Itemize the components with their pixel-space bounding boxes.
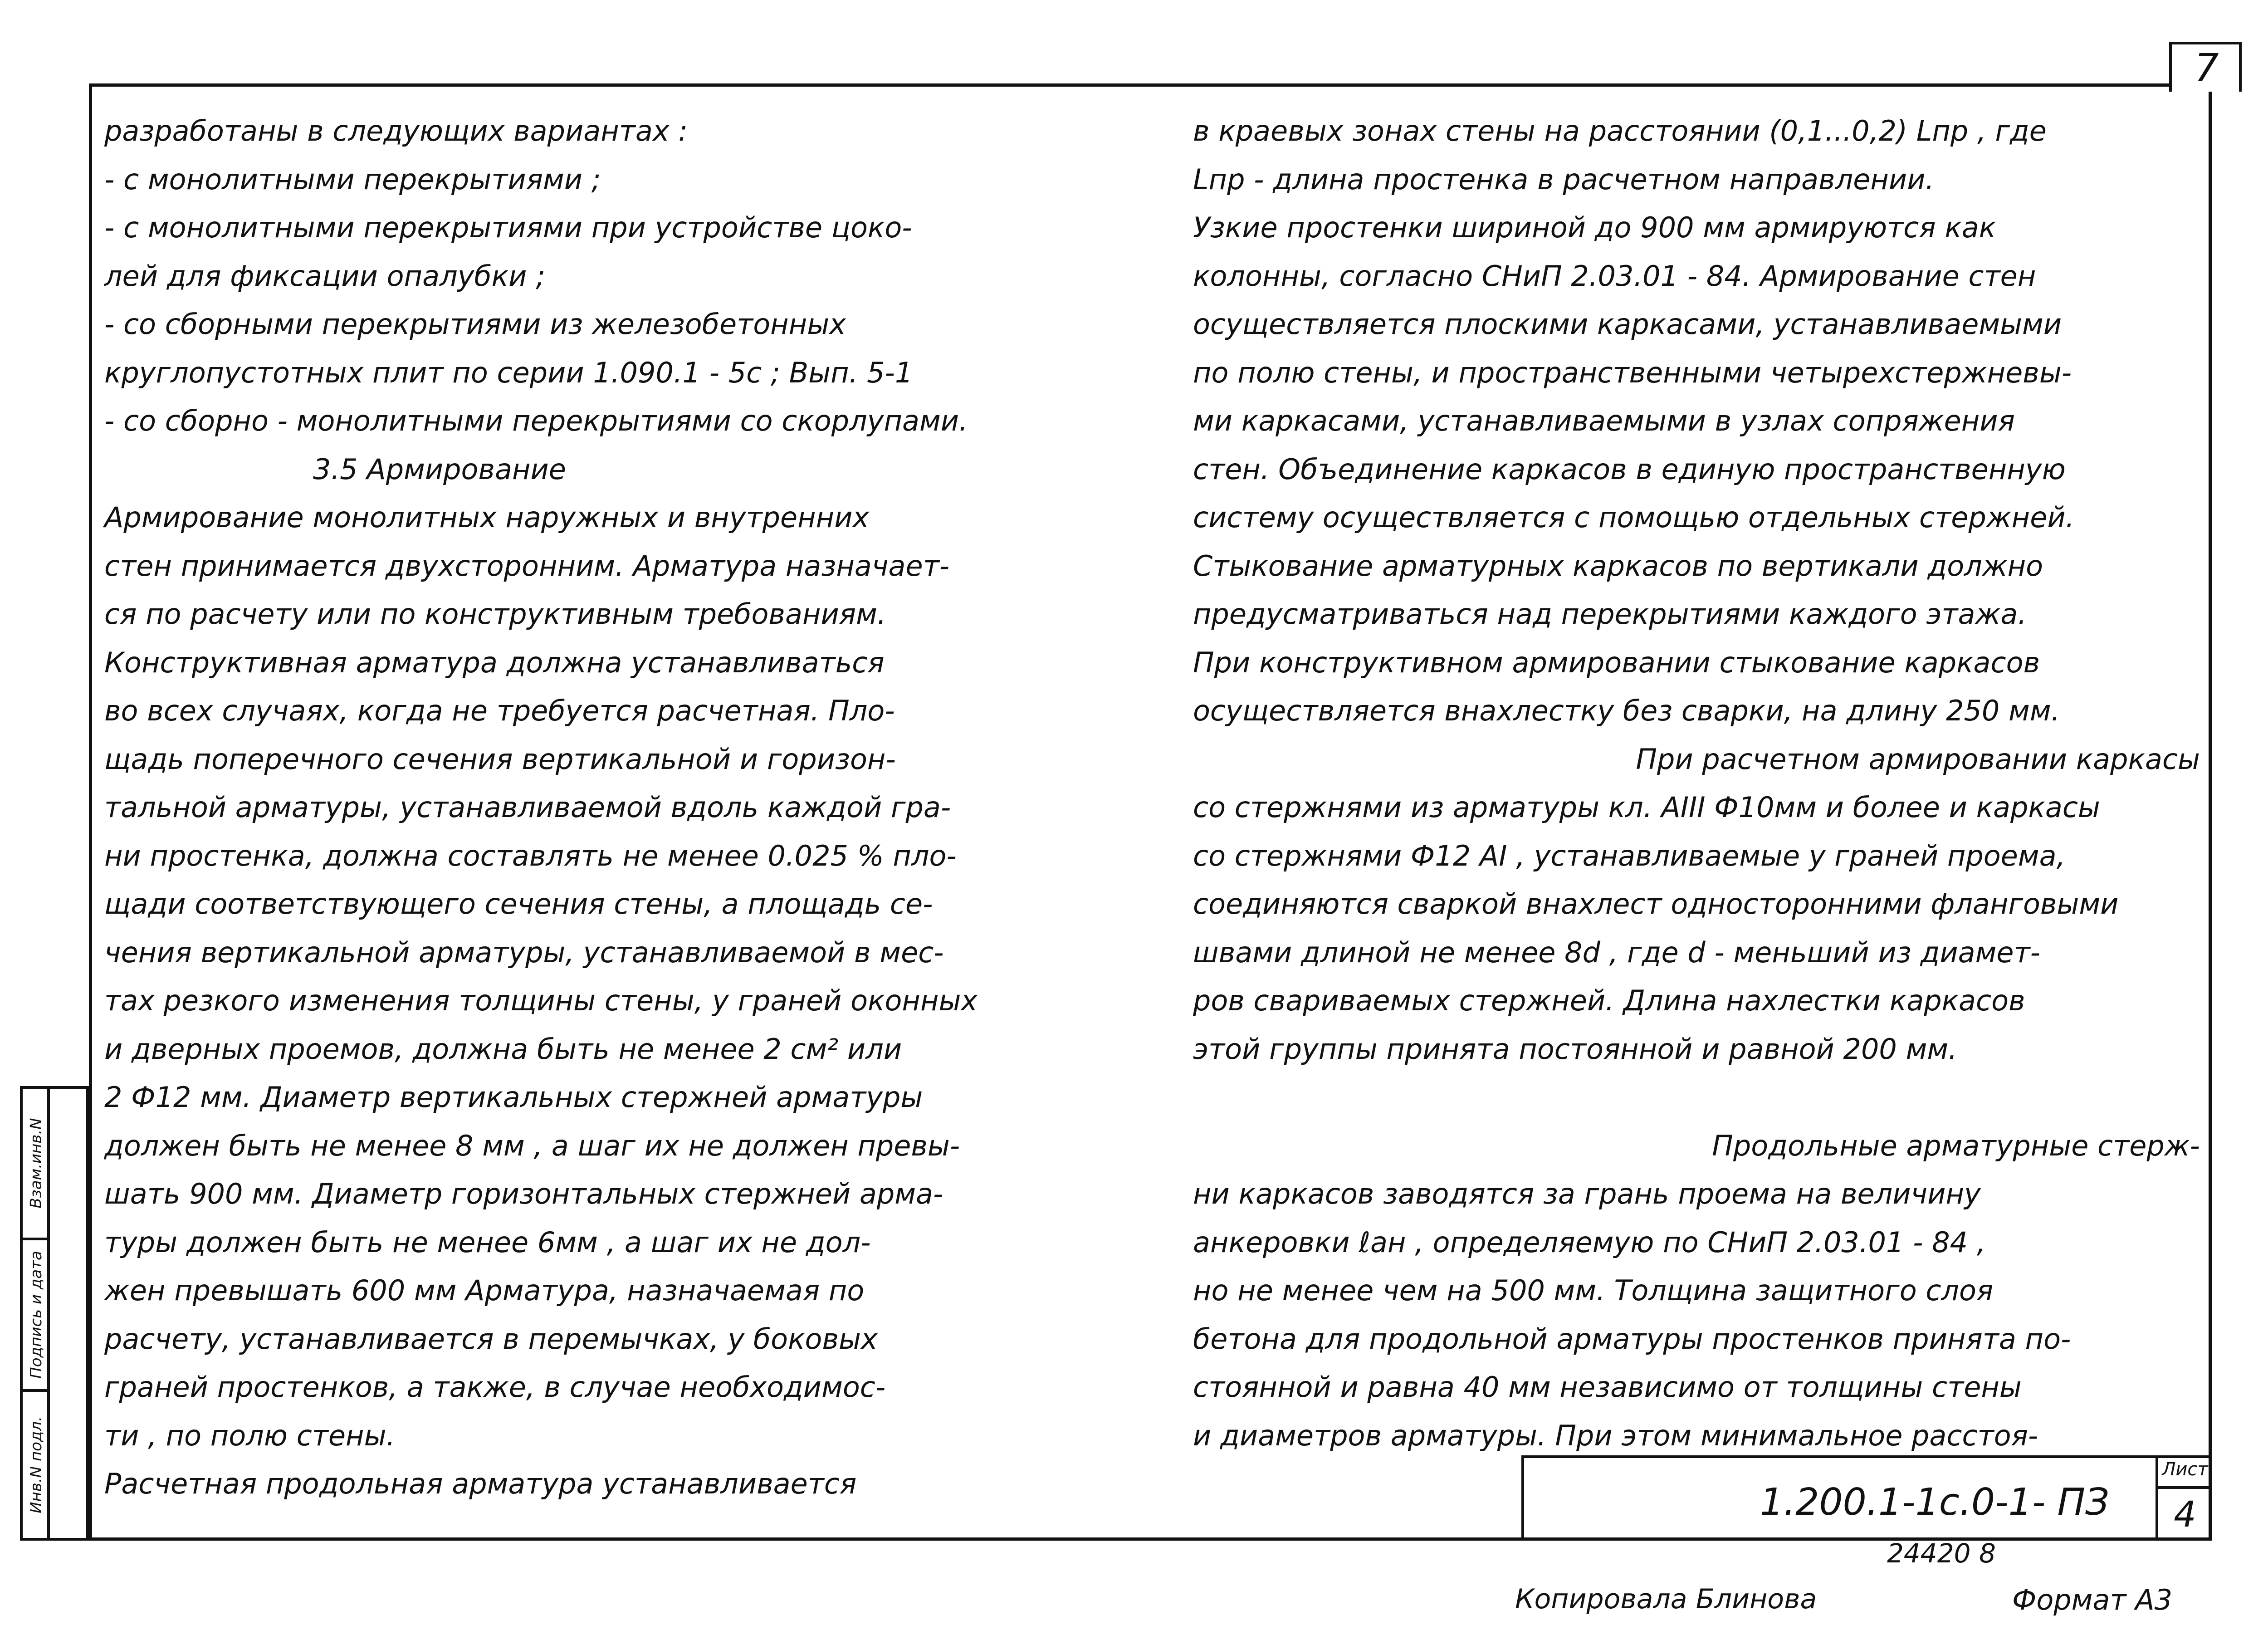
right-column [1193, 107, 2200, 1460]
inventory-number: 24420 8 [1887, 1538, 1996, 1569]
text-line: щади соответствующего сечения стены, а площадь се- [104, 887, 933, 920]
text-line: Армирование монолитных наружных и внутренних [104, 501, 870, 534]
sidebar-label: Подпись и дата [27, 1251, 46, 1379]
page-number-box [2169, 42, 2242, 92]
left-column [104, 107, 1093, 1508]
sheet-number: 4 [2174, 1494, 2196, 1535]
text-line: соединяются сваркой внахлест односторонними фланговыми [1193, 887, 2119, 920]
sheet-label: Лист [2158, 1459, 2212, 1489]
text-line: Стыкование арматурных каркасов по вертикали должно [1193, 549, 2043, 583]
page-number: 7 [2195, 45, 2219, 90]
sidebar-cell-inventory [23, 1392, 50, 1538]
text-line: стен принимается двухсторонним. Арматура назначает- [104, 549, 950, 583]
text-line: 2 Ф12 мм. Диаметр вертикальных стержней арматуры [104, 1081, 923, 1114]
text-line: разработаны в следующих вариантах : [104, 114, 688, 147]
paragraph-gap [1193, 1073, 2200, 1122]
text-line: анкеровки ℓан , определяемую по СНиП 2.03.01 - 84 , [1193, 1225, 1986, 1259]
paragraph-start: При расчетном армировании каркасы [1636, 742, 2200, 776]
text-line: по полю стены, и пространственными четырехстержневы- [1193, 356, 2072, 389]
title-block [1521, 1455, 2212, 1541]
text-line: швами длиной не менее 8d , где d - меньший из диамет- [1193, 935, 2041, 969]
text-line: щадь поперечного сечения вертикальной и горизон- [104, 742, 896, 776]
text-line: и диаметров арматуры. При этом минимальное расстоя- [1193, 1419, 2038, 1452]
text-line: - с монолитными перекрытиями ; [104, 162, 601, 196]
text-line: Lпр - длина простенка в расчетном направлении. [1193, 162, 1935, 196]
approval-sidebar [20, 1086, 89, 1541]
text-line: ров свариваемых стержней. Длина нахлестки каркасов [1193, 984, 2025, 1017]
text-line: стен. Объединение каркасов в единую пространственную [1193, 452, 2066, 486]
text-line: бетона для продольной арматуры простенков принята по- [1193, 1322, 2071, 1356]
sidebar-label: Взам.инв.N [27, 1118, 45, 1209]
sidebar-cell-signature [23, 1240, 50, 1392]
text-line: осуществляется внахлестку без сварки, на длину 250 мм. [1193, 694, 2060, 727]
text-line: - со сборно - монолитными перекрытиями со скорлупами. [104, 404, 968, 437]
text-line: ни простенка, должна составлять не менее 0.025 % пло- [104, 839, 957, 872]
text-line: ти , по полю стены. [104, 1419, 396, 1452]
text-line: и дверных проемов, должна быть не менее 2 см² или [104, 1032, 902, 1066]
text-line: шать 900 мм. Диаметр горизонтальных стержней арма- [104, 1177, 943, 1210]
text-line: со стержнями Ф12 АI , устанавливаемые у граней проема, [1193, 839, 2066, 872]
sheet-cell [2156, 1458, 2212, 1541]
section-heading: 3.5 Армирование [313, 452, 566, 486]
text-line: предусматриваться над перекрытиями каждого этажа. [1193, 597, 2027, 631]
text-line: со стержнями из арматуры кл. АIII Ф10мм и более и каркасы [1193, 791, 2100, 824]
text-line: ми каркасами, устанавливаемыми в узлах сопряжения [1193, 404, 2015, 437]
text-line: - с монолитными перекрытиями при устройстве цоко- [104, 211, 912, 244]
text-line: тах резкого изменения толщины стены, у граней оконных [104, 984, 978, 1017]
sidebar-cell-replacement [23, 1089, 50, 1240]
text-line: этой группы принята постоянной и равной 200 мм. [1193, 1032, 1957, 1066]
text-line: Узкие простенки шириной до 900 мм армируются как [1193, 211, 1996, 244]
copied-by: Копировала Блинова [1515, 1583, 1817, 1615]
paragraph-start: Продольные арматурные стерж- [1712, 1129, 2200, 1162]
text-line: тальной арматуры, устанавливаемой вдоль каждой гра- [104, 791, 951, 824]
text-line: Конструктивная арматура должна устанавливаться [104, 646, 885, 679]
text-line: туры должен быть не менее 6мм , а шаг их не дол- [104, 1225, 871, 1259]
text-line: граней простенков, а также, в случае необходимос- [104, 1371, 886, 1404]
text-line: ни каркасов заводятся за грань проема на величину [1193, 1177, 1981, 1210]
text-line: расчету, устанавливается в перемычках, у боковых [104, 1322, 878, 1356]
paper-format: Формат А3 [2012, 1583, 2173, 1616]
text-line: При конструктивном армировании стыкование каркасов [1193, 646, 2040, 679]
text-line: систему осуществляется с помощью отдельных стержней. [1193, 501, 2075, 534]
text-line: круглопустотных плит по серии 1.090.1 - 5с ; Вып. 5-1 [104, 356, 913, 389]
text-line: в краевых зонах стены на расстоянии (0,1...0,2) Lпр , где [1193, 114, 2047, 147]
text-line: лей для фиксации опалубки ; [104, 259, 545, 293]
text-line: жен превышать 600 мм Арматура, назначаемая по [104, 1274, 865, 1307]
text-line: ся по расчету или по конструктивным требованиям. [104, 597, 886, 631]
text-line: Расчетная продольная арматура устанавливается [104, 1467, 857, 1500]
text-line: стоянной и равна 40 мм независимо от толщины стены [1193, 1371, 2022, 1404]
text-line: чения вертикальной арматуры, устанавливаемой в мес- [104, 935, 944, 969]
text-line: во всех случаях, когда не требуется расчетная. Пло- [104, 694, 895, 727]
document-code: 1.200.1-1с.0-1- ПЗ [1760, 1481, 2109, 1524]
text-line: но не менее чем на 500 мм. Толщина защитного слоя [1193, 1274, 1994, 1307]
sidebar-label: Инв.N подл. [27, 1416, 46, 1513]
text-line: осуществляется плоскими каркасами, устанавливаемыми [1193, 308, 2062, 341]
text-line: должен быть не менее 8 мм , а шаг их не должен превы- [104, 1129, 960, 1162]
text-line: колонны, согласно СНиП 2.03.01 - 84. Армирование стен [1193, 259, 2036, 293]
text-line: - со сборными перекрытиями из железобетонных [104, 308, 846, 341]
